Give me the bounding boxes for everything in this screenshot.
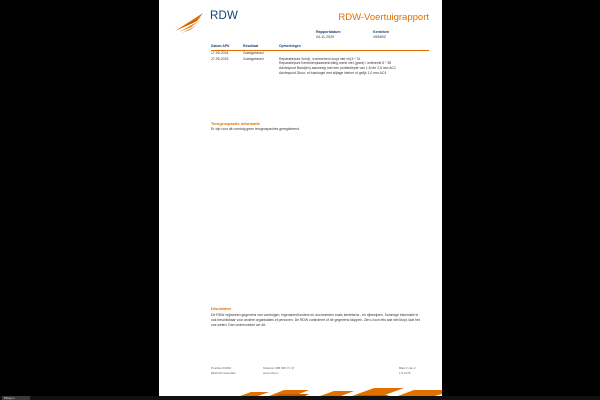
inspection-result: Goedgekeurd <box>243 56 264 61</box>
rdw-logo-icon <box>173 11 207 33</box>
report-page <box>159 0 442 400</box>
inspection-notes <box>279 51 429 56</box>
footer-address-line: Postbus 30000 <box>211 366 232 370</box>
footer-address-line: 9640 RA Veendam <box>211 370 237 375</box>
table-row <box>211 56 429 75</box>
footer-page-info <box>399 366 416 375</box>
disclaimer-text: De RDW registreert gegevens van voertuigen, eigenaren/houders en documenten zoals kentekens - en rijbewijzen. Sommige informatie is ook beschikbaar voor andere organisaties of personen. De RDW controleert of de gegevens kloppen. Ziet u toch iets wat niet klopt, laat het ons weten. Dan onderzoeken we dit. <box>211 313 420 327</box>
inspection-date: 17-09-2024 <box>211 51 229 56</box>
brand-name: RDW <box>210 10 239 22</box>
footer-contact <box>263 366 294 375</box>
inspection-note: Reparatiepunt Kentekenplaatverlichting werkt niet (goed) / ontbreekt 5 * 35 <box>279 61 392 66</box>
plate-label: Kenteken <box>373 30 390 34</box>
footer-version: 1.5.1076 <box>399 370 411 375</box>
column-header-result: Resultaat <box>243 44 259 48</box>
inspection-result: Goedgekeurd <box>243 51 264 56</box>
table-row <box>211 51 429 56</box>
plate-block <box>373 30 389 40</box>
attachments-tab[interactable]: Bijlagen <box>2 396 30 400</box>
plate-value: V694BZ <box>373 35 386 39</box>
inspection-table <box>211 44 429 75</box>
disclaimer-title: Disclaimer <box>211 306 232 311</box>
column-header-date: Datum APK <box>211 44 230 48</box>
report-date-block <box>316 30 341 40</box>
footer-page-number: Blad 2 van 2 <box>399 366 416 370</box>
recall-text: Er zijn voor dit voertuig geen terugroepacties geregistreerd <box>211 127 300 131</box>
report-date-value: 04-11-2025 <box>316 35 335 39</box>
footer-web: www.rdw.nl <box>263 370 279 375</box>
table-header <box>211 44 429 51</box>
inspection-note: Adviespunt Band(en) aanwezig met een profieldiepte van 1,6 t/m 2,5 mm AC1 <box>279 65 396 70</box>
footer-phone: Telefoon 088 008 71 47 <box>263 366 295 370</box>
inspection-note: Reparatiepunt Schijf-, trommelrem loopt niet vrij 5 * 31 <box>279 56 361 61</box>
inspection-notes <box>279 57 429 75</box>
footer-address <box>211 366 236 375</box>
recall-title: Terugroepactie informatie <box>211 121 261 126</box>
document-title: RDW-Voertuigrapport <box>338 12 429 23</box>
inspection-note: Adviespunt Stuur- of fusekogel met slijtage kleiner of gelijk 1,0 mm AC4 <box>279 70 387 75</box>
report-date-label: Rapportdatum <box>316 30 341 34</box>
column-header-notes: Opmerkingen <box>279 44 301 48</box>
inspection-date: 27-09-2023 <box>211 56 229 61</box>
viewer-status-bar <box>0 396 600 400</box>
